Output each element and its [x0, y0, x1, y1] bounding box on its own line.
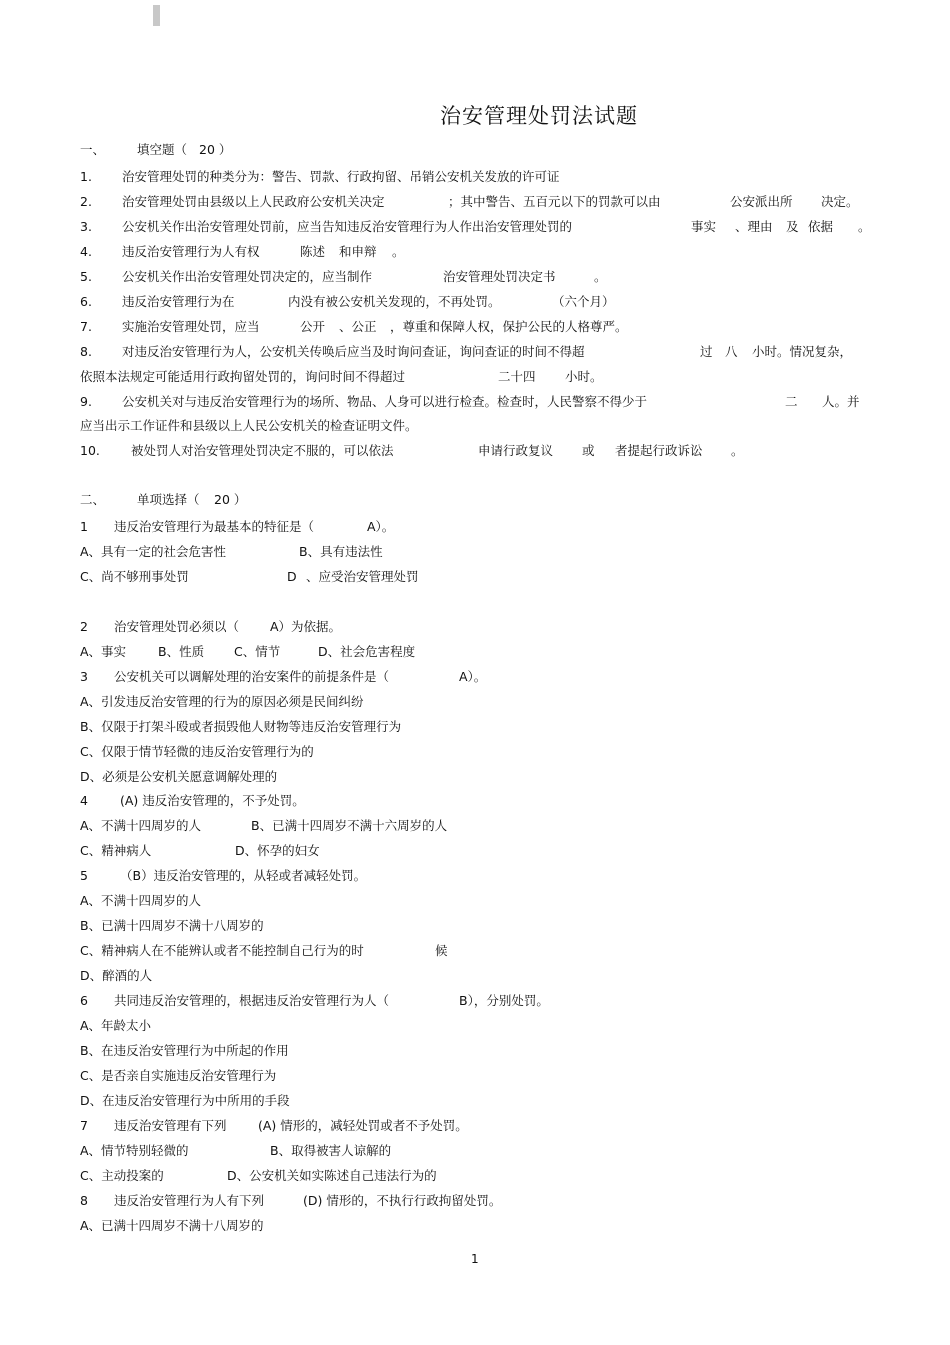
- text-line-14-seg-1: 违反治安管理行为最基本的特征是（: [114, 519, 315, 534]
- text-line-39-seg-0: C、主动投案的: [80, 1168, 164, 1183]
- text-line-26-seg-1: D、怀孕的妇女: [235, 843, 320, 858]
- text-line-6-seg-2: 内没有被公安机关发现的，不再处罚。: [288, 294, 501, 309]
- text-line-4-seg-4: 。: [392, 244, 405, 259]
- text-line-4-seg-2: 陈述: [300, 244, 326, 259]
- text-line-3-seg-0: 3.: [80, 219, 92, 234]
- text-line-7-seg-2: 公开: [300, 319, 326, 334]
- text-line-5-seg-2: 治安管理处罚决定书: [443, 269, 556, 284]
- text-line-16-seg-1: D: [287, 569, 297, 584]
- text-line-3-seg-1: 公安机关作出治安管理处罚前，应当告知违反治安管理行为人作出治安管理处罚的: [122, 219, 573, 234]
- text-line-19-seg-0: 3: [80, 669, 88, 684]
- text-line-38-seg-1: B、取得被害人谅解的: [270, 1143, 392, 1158]
- text-line-13-seg-2: 20 ）: [214, 492, 247, 507]
- text-line-2-seg-0: 2.: [80, 194, 92, 209]
- text-line-12-seg-1: 被处罚人对治安管理处罚决定不服的，可以依法: [131, 443, 394, 458]
- text-line-2-seg-1: 治安管理处罚由县级以上人民政府公安机关决定: [122, 194, 385, 209]
- text-line-39-seg-1: D、公安机关如实陈述自己违法行为的: [227, 1168, 437, 1183]
- text-line-37-seg-1: 违反治安管理有下列: [114, 1118, 227, 1133]
- text-line-7-seg-1: 实施治安管理处罚，应当: [122, 319, 260, 334]
- text-line-17-seg-2: A）为依据。: [270, 619, 342, 634]
- text-line-33-seg-0: A、年龄太小: [80, 1018, 152, 1033]
- text-line-38-seg-0: A、情节特别轻微的: [80, 1143, 189, 1158]
- text-line-32-seg-2: B），分别处罚。: [459, 993, 549, 1008]
- text-line-21-seg-0: B、仅限于打架斗殴或者损毁他人财物等违反治安管理行为: [80, 719, 402, 734]
- text-line-4-seg-3: 和申辩: [339, 244, 377, 259]
- text-line-22-seg-0: C、仅限于情节轻微的违反治安管理行为的: [80, 744, 314, 759]
- text-line-12-seg-4: 者提起行政诉讼: [615, 443, 703, 458]
- text-line-0-seg-1: 填空题（: [137, 142, 188, 157]
- text-line-1-seg-0: 1.: [80, 169, 92, 184]
- text-line-7-seg-3: 、公正: [339, 319, 377, 334]
- text-line-8-seg-2: 过: [700, 344, 713, 359]
- text-line-19-seg-2: A）。: [459, 669, 487, 684]
- text-line-6-seg-1: 违反治安管理行为在: [122, 294, 235, 309]
- text-line-16-seg-0: C、尚不够刑事处罚: [80, 569, 189, 584]
- text-line-35-seg-0: C、是否亲自实施违反治安管理行为: [80, 1068, 277, 1083]
- text-line-8-seg-4: 小时。情况复杂，: [752, 344, 853, 359]
- page-title: 治安管理处罚法试题: [440, 104, 638, 128]
- text-line-31-seg-0: D、醉酒的人: [80, 968, 153, 983]
- text-line-20-seg-0: A、引发违反治安管理的行为的原因必须是民间纠纷: [80, 694, 364, 709]
- text-line-24-seg-0: 4: [80, 793, 88, 808]
- text-line-27-seg-1: （B）违反治安管理的，从轻或者减轻处罚。: [120, 868, 367, 883]
- text-line-14-seg-2: A）。: [367, 519, 395, 534]
- text-line-3-seg-2: 事实: [691, 219, 717, 234]
- text-line-40-seg-1: 违反治安管理行为人有下列: [114, 1193, 265, 1208]
- text-line-10-seg-3: 人。并: [822, 394, 860, 409]
- text-line-16-seg-2: 、应受治安管理处罚: [306, 569, 419, 584]
- text-line-12-seg-0: 10.: [80, 443, 100, 458]
- text-line-32-seg-1: 共同违反治安管理的，根据违反治安管理行为人（: [114, 993, 390, 1008]
- text-line-3-seg-6: 。: [858, 219, 871, 234]
- text-line-18-seg-0: A、事实: [80, 644, 127, 659]
- text-line-9-seg-1: 二十四: [498, 369, 536, 384]
- text-line-9-seg-2: 小时。: [565, 369, 603, 384]
- text-line-13-seg-0: 二、: [80, 492, 106, 507]
- text-line-29-seg-0: B、已满十四周岁不满十八周岁的: [80, 918, 264, 933]
- text-line-0-seg-2: 20 ）: [199, 142, 232, 157]
- text-line-40-seg-2: (D) 情形的，不执行行政拘留处罚。: [303, 1193, 502, 1208]
- text-line-17-seg-1: 治安管理处罚必须以（: [114, 619, 240, 634]
- text-line-8-seg-1: 对违反治安管理行为人，公安机关传唤后应当及时询问查证，询问查证的时间不得超: [122, 344, 585, 359]
- text-line-12-seg-3: 或: [582, 443, 595, 458]
- text-line-4-seg-0: 4.: [80, 244, 92, 259]
- text-line-13-seg-1: 单项选择（: [137, 492, 200, 507]
- text-line-15-seg-1: B、具有违法性: [299, 544, 383, 559]
- text-line-41-seg-0: A、已满十四周岁不满十八周岁的: [80, 1218, 264, 1233]
- text-line-7-seg-4: ，尊重和保障人权，保护公民的人格尊严。: [390, 319, 628, 334]
- text-line-18-seg-1: B、性质: [158, 644, 205, 659]
- text-line-36-seg-0: D、在违反治安管理行为中所用的手段: [80, 1093, 290, 1108]
- text-line-25-seg-0: A、不满十四周岁的人: [80, 818, 202, 833]
- text-line-25-seg-1: B、已满十四周岁不满十六周岁的人: [251, 818, 448, 833]
- text-line-7-seg-0: 7.: [80, 319, 92, 334]
- text-line-27-seg-0: 5: [80, 868, 88, 883]
- text-line-5-seg-1: 公安机关作出治安管理处罚决定的，应当制作: [122, 269, 373, 284]
- text-line-6-seg-0: 6.: [80, 294, 92, 309]
- text-line-30-seg-1: 候: [435, 943, 448, 958]
- scan-mark: [153, 5, 160, 26]
- text-line-17-seg-0: 2: [80, 619, 88, 634]
- text-line-14-seg-0: 1: [80, 519, 88, 534]
- text-line-34-seg-0: B、在违反治安管理行为中所起的作用: [80, 1043, 289, 1058]
- text-line-3-seg-4: 及: [786, 219, 799, 234]
- text-line-12-seg-5: 。: [731, 443, 744, 458]
- page-number: 1: [471, 1252, 479, 1266]
- text-line-11-seg-0: 应当出示工作证件和县级以上人民公安机关的检查证明文件。: [80, 418, 418, 433]
- text-line-10-seg-1: 公安机关对与违反治安管理行为的场所、物品、人身可以进行检查。检查时，人民警察不得少于: [122, 394, 648, 409]
- text-line-3-seg-3: 、理由: [735, 219, 773, 234]
- text-line-9-seg-0: 依照本法规定可能适用行政拘留处罚的，询问时间不得超过: [80, 369, 406, 384]
- text-line-4-seg-1: 违反治安管理行为人有权: [122, 244, 260, 259]
- text-line-6-seg-3: （六个月）: [552, 294, 615, 309]
- text-line-10-seg-2: 二: [785, 394, 798, 409]
- text-line-2-seg-2: ；其中警告、五百元以下的罚款可以由: [448, 194, 661, 209]
- text-line-19-seg-1: 公安机关可以调解处理的治安案件的前提条件是（: [114, 669, 390, 684]
- text-line-18-seg-2: C、情节: [234, 644, 281, 659]
- text-line-0-seg-0: 一、: [80, 142, 106, 157]
- text-line-2-seg-4: 决定。: [821, 194, 859, 209]
- text-line-37-seg-2: (A) 情形的，减轻处罚或者不予处罚。: [258, 1118, 468, 1133]
- text-line-8-seg-0: 8.: [80, 344, 92, 359]
- text-line-40-seg-0: 8: [80, 1193, 88, 1208]
- text-line-8-seg-3: 八: [725, 344, 738, 359]
- text-line-23-seg-0: D、必须是公安机关愿意调解处理的: [80, 769, 278, 784]
- text-line-3-seg-5: 依据: [808, 219, 834, 234]
- text-line-37-seg-0: 7: [80, 1118, 88, 1133]
- text-line-12-seg-2: 申请行政复议: [478, 443, 554, 458]
- text-line-2-seg-3: 公安派出所: [730, 194, 793, 209]
- text-line-24-seg-1: (A) 违反治安管理的，不予处罚。: [120, 793, 305, 808]
- text-line-10-seg-0: 9.: [80, 394, 92, 409]
- text-line-32-seg-0: 6: [80, 993, 88, 1008]
- text-line-28-seg-0: A、不满十四周岁的人: [80, 893, 202, 908]
- text-line-5-seg-3: 。: [594, 269, 607, 284]
- text-line-26-seg-0: C、精神病人: [80, 843, 152, 858]
- text-line-15-seg-0: A、具有一定的社会危害性: [80, 544, 227, 559]
- text-line-1-seg-1: 治安管理处罚的种类分为：警告、罚款、行政拘留、吊销公安机关发放的许可证: [122, 169, 560, 184]
- text-line-18-seg-3: D、社会危害程度: [318, 644, 416, 659]
- text-line-30-seg-0: C、精神病人在不能辨认或者不能控制自己行为的时: [80, 943, 364, 958]
- text-line-5-seg-0: 5.: [80, 269, 92, 284]
